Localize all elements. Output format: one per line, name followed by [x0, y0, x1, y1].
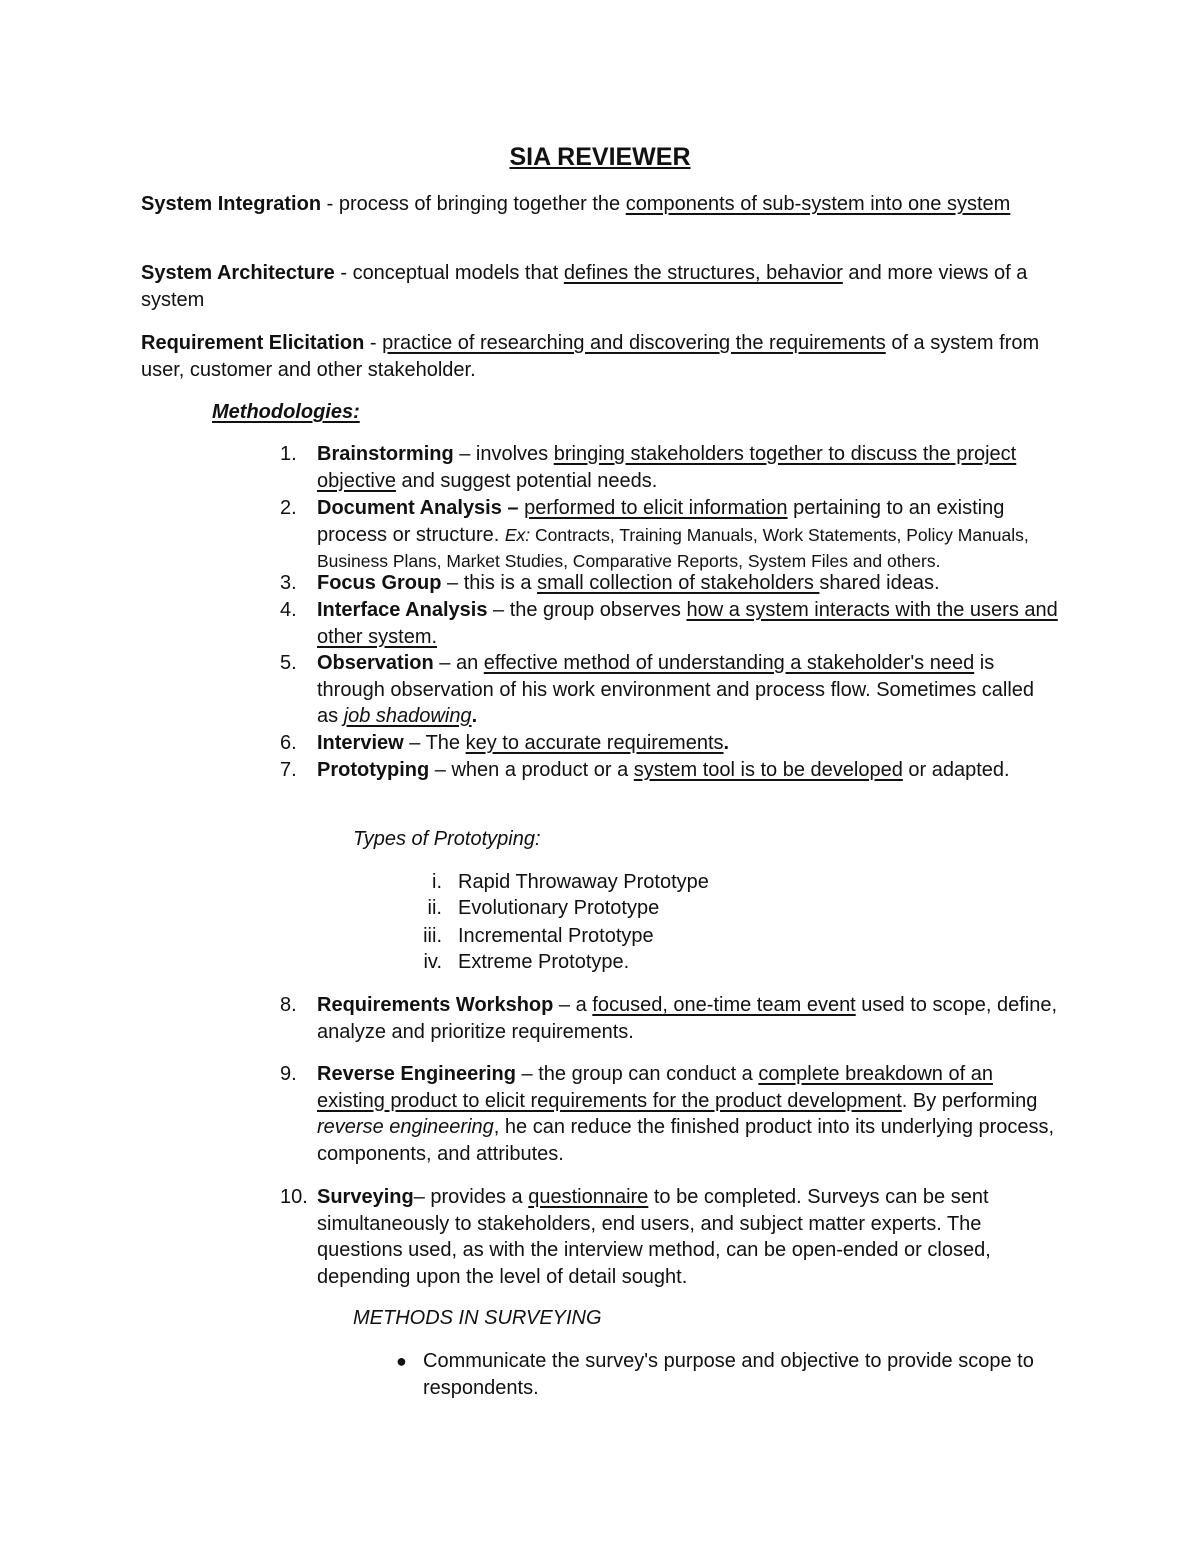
definition-separator: - — [334, 262, 353, 284]
method-underlined: small collection of stakeholders — [537, 572, 820, 594]
method-term: Reverse Engineering — [317, 1063, 516, 1085]
methodologies-heading: Methodologies: — [212, 401, 360, 423]
method-underlined-italic: job shadowing — [343, 705, 472, 727]
method-term: Focus Group — [317, 572, 442, 594]
method-underlined: key to accurate requirements — [465, 732, 724, 754]
list-number: 10. — [280, 1186, 308, 1208]
definition-text-post: and more views of a system — [141, 262, 1028, 311]
definition-underlined: practice of researching and discovering the requirements — [382, 332, 886, 354]
method-example-label: Ex: — [504, 524, 531, 545]
list-number: 7. — [280, 759, 297, 781]
prototype-type: Extreme Prototype. — [458, 951, 630, 973]
method-text-post: and suggest potential needs. — [395, 469, 658, 492]
definition-text-post: of a system from user, customer and other stakeholder. — [141, 332, 1040, 381]
method-text: – involves — [453, 443, 554, 465]
surveying-methods-heading: METHODS IN SURVEYING — [353, 1307, 602, 1329]
method-italic: reverse engineering — [317, 1116, 494, 1138]
method-text-post: pertaining to an existing process or structure. — [317, 497, 1005, 546]
method-underlined: questionnaire — [528, 1186, 649, 1208]
list-item — [280, 757, 1060, 784]
document-title: SIA REVIEWER — [509, 143, 691, 171]
method-term: Document Analysis – — [317, 497, 519, 519]
method-text: – provides a — [413, 1186, 529, 1208]
list-number: 2. — [280, 497, 297, 519]
list-item — [280, 441, 1060, 494]
definition-term: Requirement Elicitation — [141, 332, 365, 354]
method-term: Requirements Workshop — [317, 994, 554, 1016]
list-item — [280, 495, 1060, 575]
method-underlined: focused, one-time team event — [592, 994, 856, 1016]
list-number: 3. — [280, 572, 297, 594]
list-number: 8. — [280, 994, 297, 1016]
list-number: 4. — [280, 599, 297, 621]
definition-system-integration — [141, 191, 1061, 218]
method-text: – the group observes — [487, 599, 687, 621]
method-text-post: to be completed. Surveys can be sent simultaneously to stakeholders, end users, and subject matter experts. The questions used, as with the interview method, can be open-ended or closed, depending upon the level of detail sought. — [317, 1186, 991, 1288]
method-text: – a — [553, 994, 593, 1016]
method-text-post: . By performing — [901, 1089, 1038, 1112]
method-term: Interview — [317, 732, 404, 754]
method-underlined: system tool is to be developed — [633, 759, 903, 781]
prototype-type: Evolutionary Prototype — [458, 897, 660, 919]
method-text-post: shared ideas. — [819, 572, 940, 594]
method-underlined: bringing stakeholders together to discuss the project objective — [317, 443, 1017, 492]
method-term: Interface Analysis — [317, 599, 488, 621]
bullet-icon: ● — [396, 1351, 407, 1371]
method-text: – an — [433, 652, 484, 674]
roman-numeral: iv. — [423, 951, 442, 973]
definition-text: process of bringing together the — [338, 193, 626, 215]
list-item — [280, 730, 1060, 757]
method-text: – when a product or a — [429, 759, 634, 781]
method-underlined: complete breakdown of an existing product to elicit requirements for the product development — [317, 1063, 993, 1112]
list-number: 6. — [280, 732, 297, 754]
method-underlined: performed to elicit information — [524, 497, 788, 519]
definition-term: System Integration — [141, 193, 322, 215]
method-underlined: effective method of understanding a stakeholder's need — [483, 652, 975, 674]
method-text-end: , he can reduce the finished product into its underlying process, components, and attributes. — [317, 1116, 1055, 1165]
prototype-type: Incremental Prototype — [458, 925, 654, 947]
list-number: 5. — [280, 652, 297, 674]
method-text: – this is a — [441, 572, 538, 594]
method-term: Observation — [317, 652, 434, 674]
list-item — [280, 1184, 1060, 1290]
definition-underlined: defines the structures, behavior — [563, 262, 843, 284]
list-item — [280, 597, 1060, 650]
list-item — [280, 1061, 1060, 1167]
list-item — [280, 570, 1060, 597]
roman-numeral: ii. — [427, 897, 442, 919]
method-term: Brainstorming — [317, 443, 454, 465]
list-item — [390, 1348, 1070, 1401]
definition-term: System Architecture — [141, 262, 335, 284]
roman-numeral: i. — [432, 871, 442, 893]
roman-numeral: iii. — [423, 925, 442, 947]
method-text-post: . — [723, 732, 730, 754]
definition-text: conceptual models that — [352, 262, 564, 284]
bullet-text: Communicate the survey's purpose and objective to provide scope to respondents. — [423, 1350, 1034, 1399]
list-item — [280, 650, 1060, 730]
definition-separator: - — [321, 193, 339, 215]
method-text-post: is through observation of his work environment and process flow. Sometimes called as — [317, 652, 1035, 727]
method-example-text: Contracts, Training Manuals, Work Statements, Policy Manuals, Business Plans, Market Studies, Comparative Reports, System Files and others. — [317, 524, 1029, 571]
definition-requirement-elicitation — [141, 330, 1061, 383]
definition-underlined: components of sub-system into one system — [625, 193, 1011, 215]
method-underlined: how a system interacts with the users and other system. — [317, 599, 1058, 648]
method-text-post: used to scope, define, analyze and prioritize requirements. — [317, 994, 1057, 1043]
method-text: – the group can conduct a — [515, 1063, 759, 1085]
method-text-post: or adapted. — [902, 759, 1010, 781]
prototyping-types-heading: Types of Prototyping: — [353, 828, 541, 850]
list-number: 9. — [280, 1063, 297, 1085]
definition-system-architecture — [141, 260, 1061, 313]
method-term: Prototyping — [317, 759, 430, 781]
list-number: 1. — [280, 443, 297, 465]
prototype-type: Rapid Throwaway Prototype — [458, 871, 709, 893]
method-term: Surveying — [317, 1186, 414, 1208]
method-text: – The — [403, 732, 466, 754]
method-text-end: . — [471, 705, 478, 727]
list-item — [280, 992, 1060, 1045]
definition-separator: - — [364, 332, 383, 354]
